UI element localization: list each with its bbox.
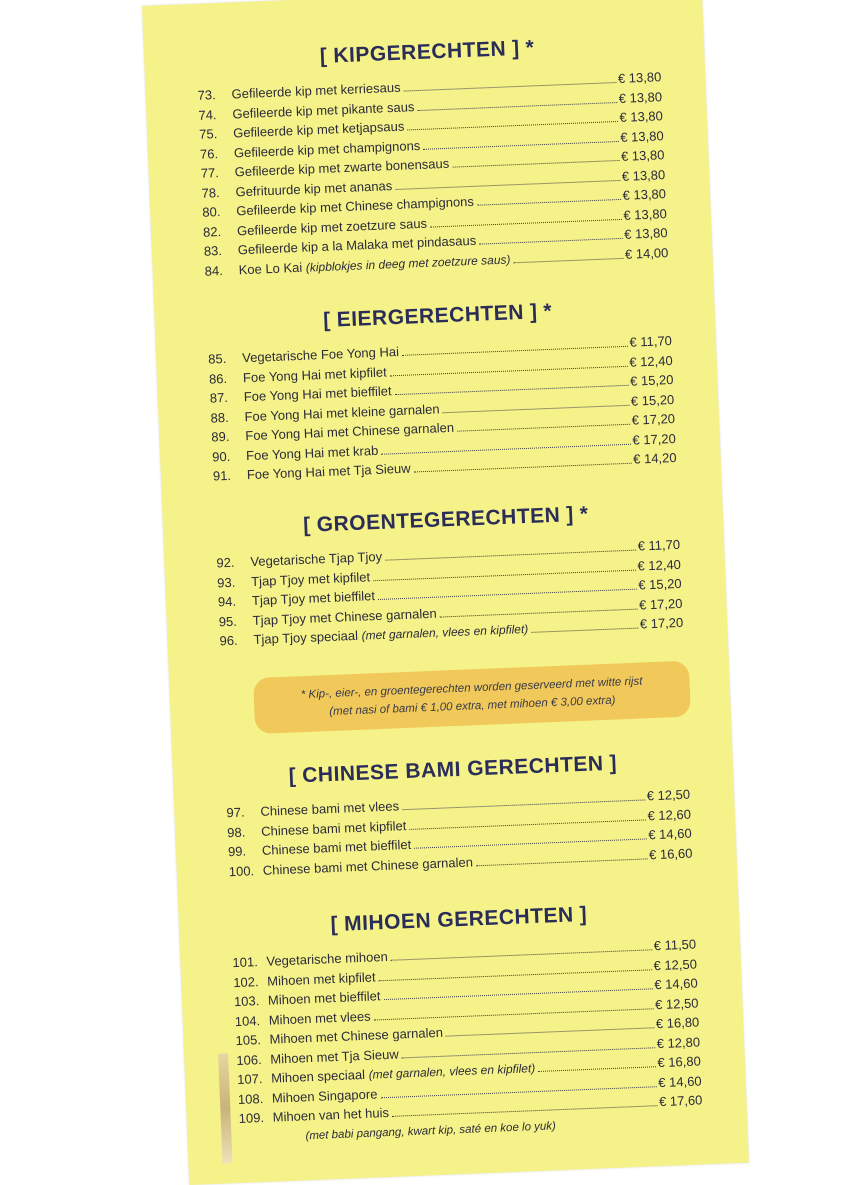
item-number: 84. xyxy=(204,262,224,279)
item-name: Foe Yong Hai met bieffilet xyxy=(243,383,392,405)
item-number: 97. xyxy=(226,804,245,821)
item-name: Mihoen met vlees xyxy=(268,1008,371,1028)
item-number: 101. xyxy=(232,954,259,971)
item-price: € 12,60 xyxy=(647,806,692,823)
item-name: Mihoen Singapore xyxy=(271,1085,378,1106)
item-number: 109. xyxy=(238,1110,265,1127)
item-name: Chinese bami met bieffilet xyxy=(261,836,412,858)
item-price: € 15,20 xyxy=(630,391,675,409)
asterisk-mark: * xyxy=(579,502,589,526)
dot-leader xyxy=(417,102,616,111)
item-name-wrap xyxy=(231,80,401,102)
section-groentegerechten xyxy=(163,497,728,655)
section-kipgerechten xyxy=(144,29,713,284)
item-name: Vegetarische mihoen xyxy=(266,948,389,969)
item-price: € 17,20 xyxy=(639,614,684,632)
item-number: 95. xyxy=(218,613,238,629)
item-price: € 14,60 xyxy=(654,975,698,993)
item-number: 104. xyxy=(234,1012,261,1029)
section-heading xyxy=(163,497,724,543)
section-heading xyxy=(154,293,715,339)
item-price: € 16,80 xyxy=(657,1053,702,1071)
bracket-close: ] xyxy=(565,503,575,527)
item-name: Mihoen met Chinese garnalen xyxy=(269,1024,444,1047)
item-price: € 13,80 xyxy=(617,69,662,86)
section-title: GROENTEGERECHTEN xyxy=(316,503,561,537)
item-name: Gefileerde kip met zoetzure saus xyxy=(236,215,428,238)
item-price: € 12,80 xyxy=(656,1033,701,1051)
item-name: Vegetarische Foe Yong Hai xyxy=(241,343,400,366)
item-number: 87. xyxy=(209,389,229,406)
item-number: 105. xyxy=(235,1032,262,1049)
dot-leader xyxy=(457,424,630,432)
item-number: 108. xyxy=(237,1090,264,1107)
item-name-wrap xyxy=(260,798,399,819)
section-title: MIHOEN GERECHTEN xyxy=(343,903,575,936)
item-price: € 11,70 xyxy=(629,333,673,350)
bracket-close: ] xyxy=(609,751,618,775)
section-title: KIPGERECHTEN xyxy=(332,37,507,68)
menu-item-list xyxy=(145,67,712,284)
item-note: (kipblokjes in deeg met zoetzure saus) xyxy=(305,251,511,275)
item-number: 83. xyxy=(203,242,223,259)
dot-leader xyxy=(538,1066,655,1072)
item-name: Chinese bami met kipfilet xyxy=(260,817,407,839)
item-name: Gefrituurde kip met ananas xyxy=(235,177,393,199)
bracket-open: [ xyxy=(330,912,339,937)
section-heading xyxy=(179,897,740,943)
item-name: Tjap Tjoy met kipfilet xyxy=(250,568,371,589)
item-number: 90. xyxy=(211,448,231,465)
item-name: Gefileerde kip met ketjapsaus xyxy=(232,118,405,141)
item-price: € 12,50 xyxy=(646,786,691,804)
item-price: € 15,20 xyxy=(629,371,674,389)
item-name: Tjap Tjoy met Chinese garnalen xyxy=(252,605,437,628)
bracket-open: [ xyxy=(319,44,328,68)
item-name: Foe Yong Hai met kipfilet xyxy=(242,363,387,385)
item-number: 82. xyxy=(202,223,222,240)
item-name: Foe Yong Hai met krab xyxy=(245,442,379,463)
item-price: € 13,80 xyxy=(619,127,664,145)
dot-leader xyxy=(395,179,620,189)
item-name: Tjap Tjoy speciaal xyxy=(253,627,359,648)
bracket-close: ] xyxy=(529,300,538,324)
bracket-close: ] xyxy=(511,36,521,61)
item-name-wrap xyxy=(272,1086,378,1105)
item-price: € 13,80 xyxy=(620,147,665,164)
item-price: € 12,40 xyxy=(637,556,682,574)
item-price: € 15,20 xyxy=(637,575,682,593)
item-name: Gefileerde kip met Chinese champignons xyxy=(235,193,475,219)
item-price: € 13,80 xyxy=(619,108,664,125)
item-name: Gefileerde kip met zwarte bonensaus xyxy=(234,155,450,180)
item-name: Gefileerde kip a la Malaka met pindasaus xyxy=(237,232,477,258)
dot-leader xyxy=(392,1105,657,1117)
item-number: 91. xyxy=(212,467,232,484)
item-price: € 13,80 xyxy=(623,225,668,242)
item-price: € 12,40 xyxy=(628,352,673,370)
dot-leader xyxy=(430,218,621,227)
item-price: € 13,80 xyxy=(621,166,666,184)
dot-leader xyxy=(443,404,629,412)
item-name: Mihoen van het huis xyxy=(272,1104,390,1125)
item-number: 75. xyxy=(198,126,218,142)
item-price: € 17,20 xyxy=(638,595,683,613)
item-number: 107. xyxy=(236,1071,263,1088)
item-name: Foe Yong Hai met Tja Sieuw xyxy=(246,460,411,483)
item-number: 106. xyxy=(236,1051,262,1068)
dot-leader xyxy=(479,238,622,245)
dot-leader xyxy=(423,140,618,149)
dot-leader xyxy=(476,858,647,866)
item-price: € 13,80 xyxy=(622,186,667,203)
item-price: € 14,60 xyxy=(647,825,692,843)
section-heading xyxy=(144,29,705,75)
item-number: 86. xyxy=(208,370,228,387)
dot-leader xyxy=(446,1027,654,1036)
item-name: Koe Lo Kai xyxy=(238,259,303,277)
section-chinese-bami xyxy=(173,747,737,885)
item-note: (met garnalen, vlees en kipfilet) xyxy=(368,1061,536,1082)
menu-item-list xyxy=(180,935,747,1133)
item-name-wrap xyxy=(242,344,399,365)
item-name: Gefileerde kip met pikante saus xyxy=(232,98,415,121)
item-number: 100. xyxy=(228,862,255,879)
item-name-wrap xyxy=(268,1008,370,1027)
item-number: 76. xyxy=(199,145,219,162)
item-number: 98. xyxy=(226,824,246,840)
item-price: € 16,60 xyxy=(648,845,693,862)
asterisk-mark: * xyxy=(542,299,553,324)
item-number: 77. xyxy=(200,165,220,181)
menu-item-list xyxy=(156,331,721,490)
rice-note-line-1: * Kip-, eier-, en groentegerechten worden geserveerd met witte rijst xyxy=(300,675,643,702)
item-number: 73. xyxy=(197,87,216,103)
item-price: € 13,80 xyxy=(623,205,668,223)
menu-item-list xyxy=(164,535,727,655)
item-number: 96. xyxy=(219,632,238,649)
item-name: Mihoen met bieffilet xyxy=(267,988,381,1008)
item-number: 74. xyxy=(198,106,217,123)
menu-page xyxy=(142,0,749,1185)
dot-leader xyxy=(477,199,621,206)
bracket-open: [ xyxy=(288,764,297,788)
item-name: Gefileerde kip met kerriesaus xyxy=(231,79,401,102)
dot-leader xyxy=(404,82,616,92)
section-title: EIERGERECHTEN xyxy=(336,300,525,332)
item-name: Mihoen met Tja Sieuw xyxy=(270,1046,399,1067)
mihoen-subnote: (met babi pangang, kwart kip, saté en koe lo yuk) xyxy=(305,1119,557,1142)
item-name-wrap xyxy=(266,949,388,969)
dot-leader xyxy=(395,385,629,395)
item-price: € 14,20 xyxy=(632,449,677,467)
item-price: € 16,80 xyxy=(655,1014,700,1032)
item-number: 94. xyxy=(217,593,237,610)
menu-item-list xyxy=(174,785,737,885)
section-eiergerechten xyxy=(154,293,721,490)
dot-leader xyxy=(531,628,638,633)
section-mihoen xyxy=(179,897,748,1147)
item-name: Mihoen met kipfilet xyxy=(266,968,376,989)
item-number: 93. xyxy=(216,574,236,590)
item-name: Foe Yong Hai met Chinese garnalen xyxy=(245,419,455,444)
rice-note-box xyxy=(253,661,691,734)
item-price: € 11,70 xyxy=(637,536,681,554)
section-heading xyxy=(173,747,734,793)
item-name: Vegetarische Tjap Tjoy xyxy=(250,548,383,570)
item-number: 88. xyxy=(210,409,229,426)
rice-note-line-2: (met nasi of bami € 1,00 extra, met mihoen € 3,00 extra) xyxy=(329,694,616,719)
item-price: € 17,20 xyxy=(632,430,677,448)
dot-leader xyxy=(452,160,619,168)
item-price: € 12,50 xyxy=(654,994,699,1012)
asterisk-mark: * xyxy=(525,36,535,60)
dot-leader xyxy=(440,608,637,617)
item-number: 80. xyxy=(202,204,221,220)
item-number: 85. xyxy=(207,350,227,367)
section-title: CHINESE BAMI GERECHTEN xyxy=(301,752,605,788)
bracket-close: ] xyxy=(579,902,588,927)
bracket-open: [ xyxy=(322,308,332,332)
item-price: € 11,50 xyxy=(653,936,697,954)
item-number: 89. xyxy=(211,428,230,445)
item-name-wrap xyxy=(268,988,381,1008)
item-price: € 12,50 xyxy=(653,956,698,973)
bracket-open: [ xyxy=(302,513,312,537)
item-name: Tjap Tjoy met bieffilet xyxy=(251,588,376,609)
item-number: 78. xyxy=(201,184,220,201)
item-price: € 14,00 xyxy=(624,244,669,262)
dot-leader xyxy=(407,121,617,130)
item-name-wrap xyxy=(267,969,376,988)
item-name: Mihoen speciaal xyxy=(270,1066,366,1086)
item-price: € 13,80 xyxy=(618,88,663,106)
item-name: Foe Yong Hai met kleine garnalen xyxy=(244,400,440,424)
item-name: Gefileerde kip met champignons xyxy=(233,137,421,160)
dot-leader xyxy=(414,463,632,473)
item-price: € 17,60 xyxy=(658,1092,703,1110)
item-number: 103. xyxy=(233,993,260,1010)
dot-leader xyxy=(402,346,628,356)
item-number: 102. xyxy=(232,973,259,990)
item-price: € 14,60 xyxy=(657,1072,702,1090)
item-number: 92. xyxy=(216,554,235,571)
dot-leader xyxy=(514,257,624,262)
item-note: (met garnalen, vlees en kipfilet) xyxy=(361,622,529,643)
item-number: 99. xyxy=(227,843,247,860)
item-price: € 17,20 xyxy=(631,410,676,428)
item-name-wrap xyxy=(250,549,382,569)
item-name-wrap xyxy=(272,1105,389,1125)
item-name: Chinese bami met Chinese garnalen xyxy=(262,853,474,878)
item-name: Chinese bami met vlees xyxy=(260,798,400,819)
dot-leader xyxy=(414,838,646,848)
